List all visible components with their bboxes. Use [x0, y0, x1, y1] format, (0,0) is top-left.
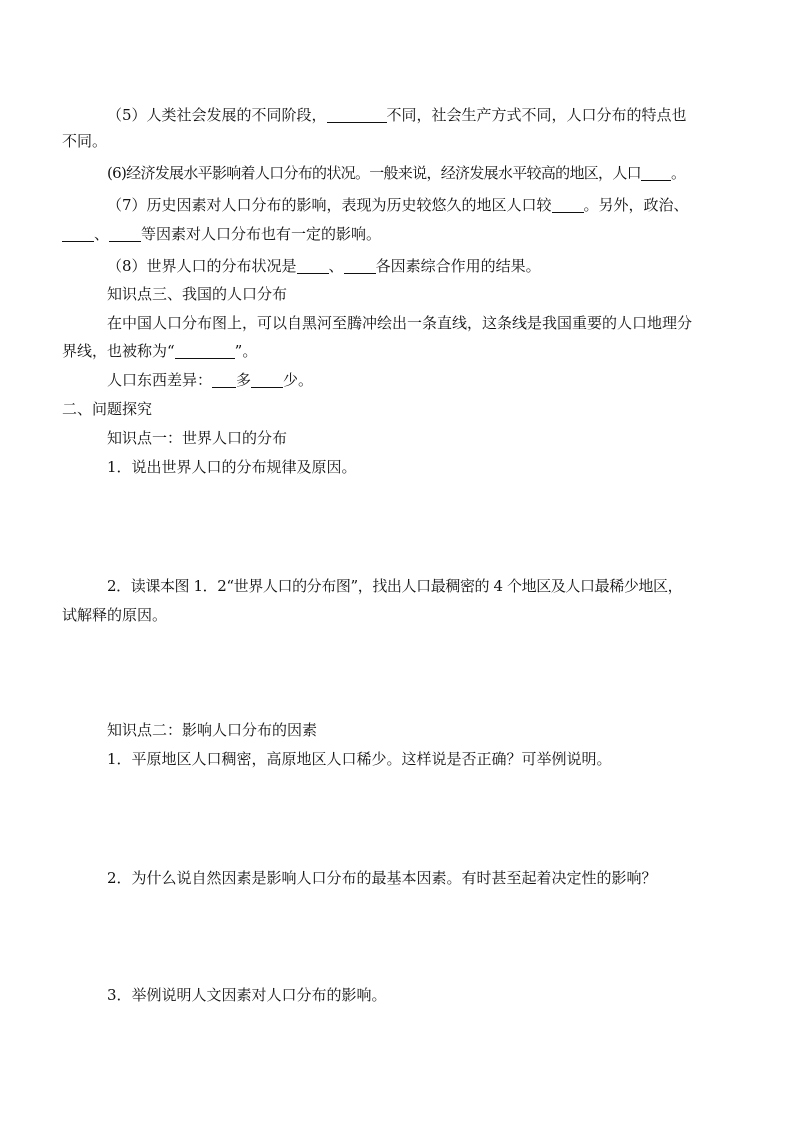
blank-7-1[interactable] [552, 196, 584, 213]
item-7-line-1: （7）历史因素对人口分布的影响，表现为历史较悠久的地区人口较 。另外，政治、 [107, 196, 689, 214]
blank-8-2[interactable] [344, 257, 376, 274]
item-5-line-2: 不同。 [62, 132, 108, 150]
knowledge-point-3-para-1-line-2: 界线，也被称为“ ”。 [62, 342, 258, 360]
question-k2-2: 2．为什么说自然因素是影响人口分布的最基本因素。有时甚至起着决定性的影响？ [107, 869, 657, 887]
question-k1-2-line-2: 试解释的原因。 [62, 606, 168, 624]
question-k1-2-line-1: 2．读课本图 1．2“世界人口的分布图”，找出人口最稠密的 4 个地区及人口最稀少地区， [107, 577, 683, 595]
question-k2-3: 3．举例说明人文因素对人口分布的影响。 [107, 986, 387, 1004]
knowledge-point-3-title: 知识点三、我国的人口分布 [107, 285, 288, 303]
item-6-line: (6)经济发展水平影响着人口分布的状况。一般来说，经济发展水平较高的地区，人口 。 [107, 164, 686, 182]
knowledge-point-3-para-1-line-1: 在中国人口分布图上，可以自黑河至腾冲绘出一条直线，这条线是我国重要的人口地理分 [107, 314, 693, 332]
knowledge-point-2-title: 知识点二：影响人口分布的因素 [107, 721, 318, 739]
blank-5-1[interactable] [327, 106, 387, 123]
knowledge-point-3-para-2: 人口东西差异： 多 少。 [107, 371, 314, 389]
blank-8-1[interactable] [297, 257, 329, 274]
section-2-heading: 二、问题探究 [62, 400, 153, 418]
item-8-line: （8）世界人口的分布状况是 、 各因素综合作用的结果。 [107, 257, 541, 275]
blank-k3-3[interactable] [251, 371, 283, 388]
blank-7-3[interactable] [109, 225, 141, 242]
item-7-line-2: 、 等因素对人口分布也有一定的影响。 [62, 224, 381, 244]
knowledge-point-1-title: 知识点一：世界人口的分布 [107, 429, 288, 447]
item-5-line-1: （5）人类社会发展的不同阶段， 不同，社会生产方式不同，人口分布的特点也 [107, 106, 687, 124]
blank-k3-2[interactable] [212, 371, 236, 388]
question-k2-1: 1．平原地区人口稠密，高原地区人口稀少。这样说是否正确？可举例说明。 [107, 750, 612, 768]
blank-k3-1[interactable] [175, 342, 235, 359]
blank-6-1[interactable] [641, 164, 671, 181]
blank-7-2[interactable] [62, 225, 94, 242]
question-k1-1: 1．说出世界人口的分布规律及原因。 [107, 458, 357, 476]
